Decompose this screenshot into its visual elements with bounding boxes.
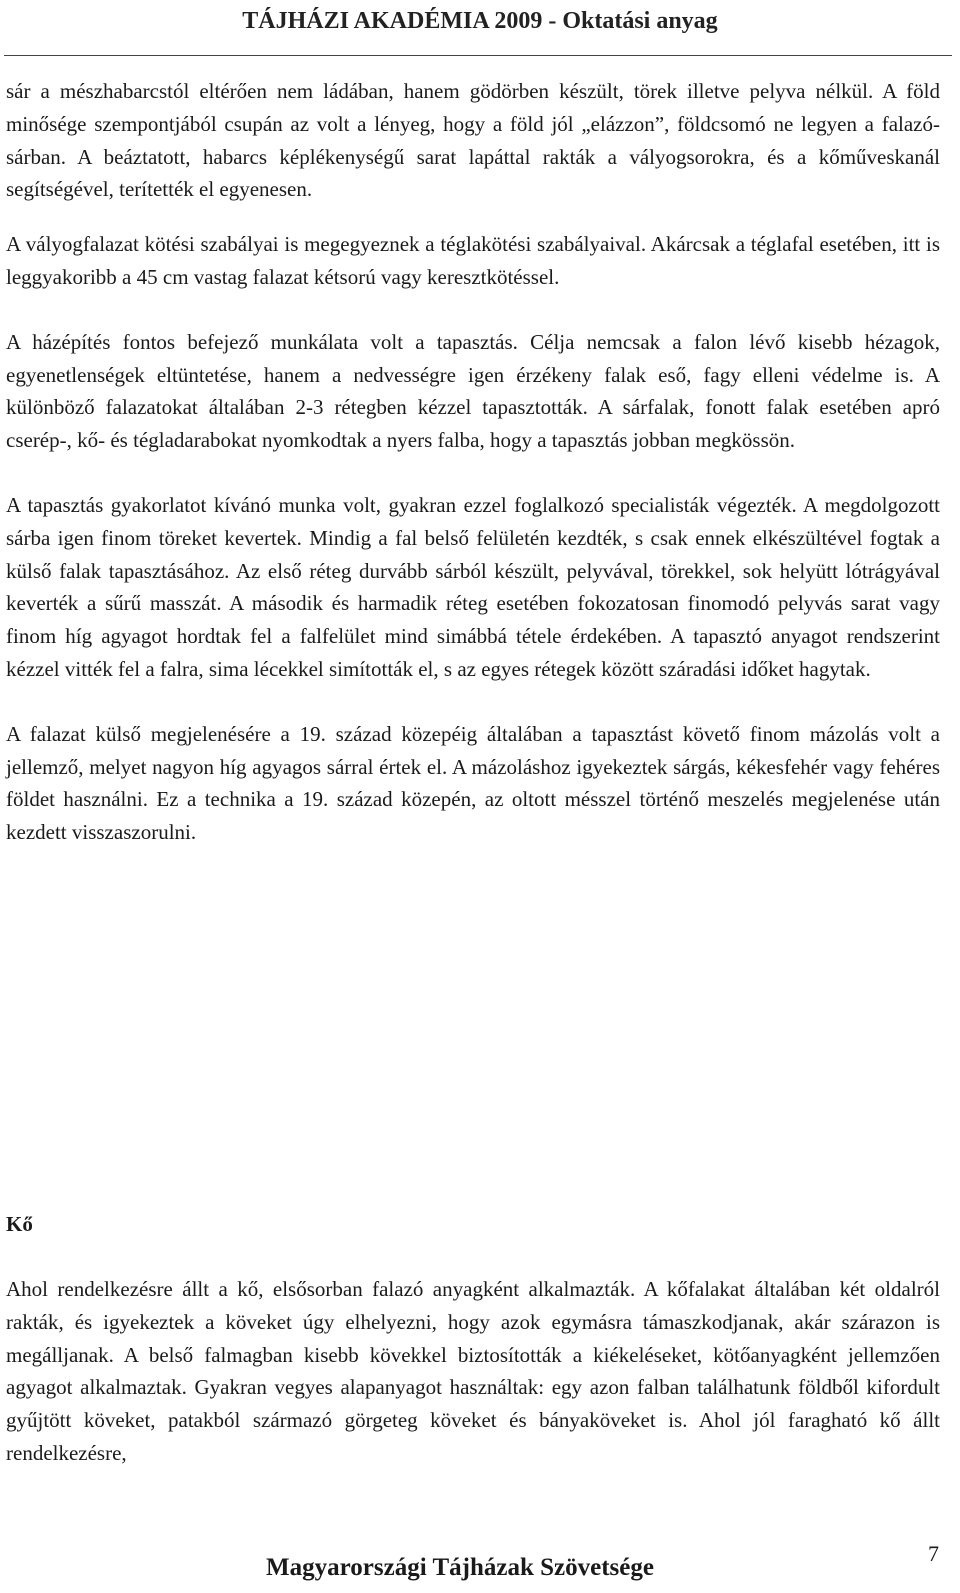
paragraph-1: sár a mészhabarcstól eltérően nem ládában, hanem gödörben készült, törek illetve pelyva nélkül. A föld minősége szempontjából csupán az volt a lényeg, hogy a föld jól „elázzon”, földcsomó ne legyen a falazó-sárban. A beáztatott, habarcs képlékenységű sarat lapáttal rakták a vályogsorokra, és a kőműveskanál segítségével, terítették el egyenesen. (6, 79, 940, 202)
paragraph-3: A házépítés fontos befejező munkálata volt a tapasztás. Célja nemcsak a falon lévő kisebb hézagok, egyenetlenségek eltüntetése, hanem a nedvességre igen érzékeny falak eső, fagy elleni védelme is. A különböző falazatokat általában 2-3 rétegben kézzel tapasztották. A sárfalak, fonott falak esetében apró cserép-, kő- és tégladarabokat nyomkodtak a nyers falba, hogy a tapasztás jobban megkössön. (6, 329, 940, 453)
page-footer: Magyarországi Tájházak Szövetsége (266, 1554, 654, 1581)
paragraph-5: A falazat külső megjelenésére a 19. század közepéig általában a tapasztást követő finom mázolás volt a jellemző, melyet nagyon híg agyagos sárral értek el. A mázoláshoz igyekeztek sárgás, kékesfehér vagy fehéres földet használni. Ez a technika a 19. század közepén, az oltott mésszel történő meszelés megjelenése után kezdett visszaszorulni. (6, 721, 940, 845)
page-number: 7 (928, 1541, 939, 1566)
page-header: TÁJHÁZI AKADÉMIA 2009 - Oktatási anyag (242, 8, 718, 34)
section-body (6, 1273, 940, 1470)
section-heading: Kő (6, 1212, 33, 1236)
section-paragraph: Ahol rendelkezésre állt a kő, elsősorban falazó anyagként alkalmazták. A kőfalakat általában két oldalról rakták, és igyekeztek a köveket úgy elhelyezni, hogy azok egymásra támaszkodjanak, akár szárazon is megálljanak. A belső falmagban kisebb kövekkel biztosították a kiékeléseket, kötőanyagként jellemzően agyagot alkalmaztak. Gyakran vegyes alapanyagot használtak: egy azon falban találhatunk földből kifordult gyűjtött köveket, patakból származó görgeteg köveket és bányaköveket is. Ahol jól faragható kő állt rendelkezésre, (6, 1277, 940, 1465)
header-divider (4, 55, 952, 56)
document-body (6, 75, 940, 881)
paragraph-4: A tapasztás gyakorlatot kívánó munka volt, gyakran ezzel foglalkozó specialisták végezték. A megdolgozott sárba igen finom töreket kevertek. Mindig a fal belső felületén kezdték, s csak ennek elkészültével fogtak a külső falak tapasztásához. Az első réteg durvább sárból készült, pelyvával, törekkel, sok helyütt lótrágyával keverték a sűrű masszát. A második és harmadik réteg esetében fokozatosan finomodó pelyvás sarat vagy finom híg agyagot hordtak fel a falfelület mind simábbá tétele érdekében. A tapasztó anyagot rendszerint kézzel vitték fel a falra, sima lécekkel simították el, s az egyes rétegek között száradási időket hagytak. (6, 492, 940, 681)
paragraph-2: A vályogfalazat kötési szabályai is megegyeznek a téglakötési szabályaival. Akárcsak a téglafal esetében, itt is leggyakoribb a 45 cm vastag falazat kétsorú vagy keresztkötéssel. (6, 232, 940, 289)
